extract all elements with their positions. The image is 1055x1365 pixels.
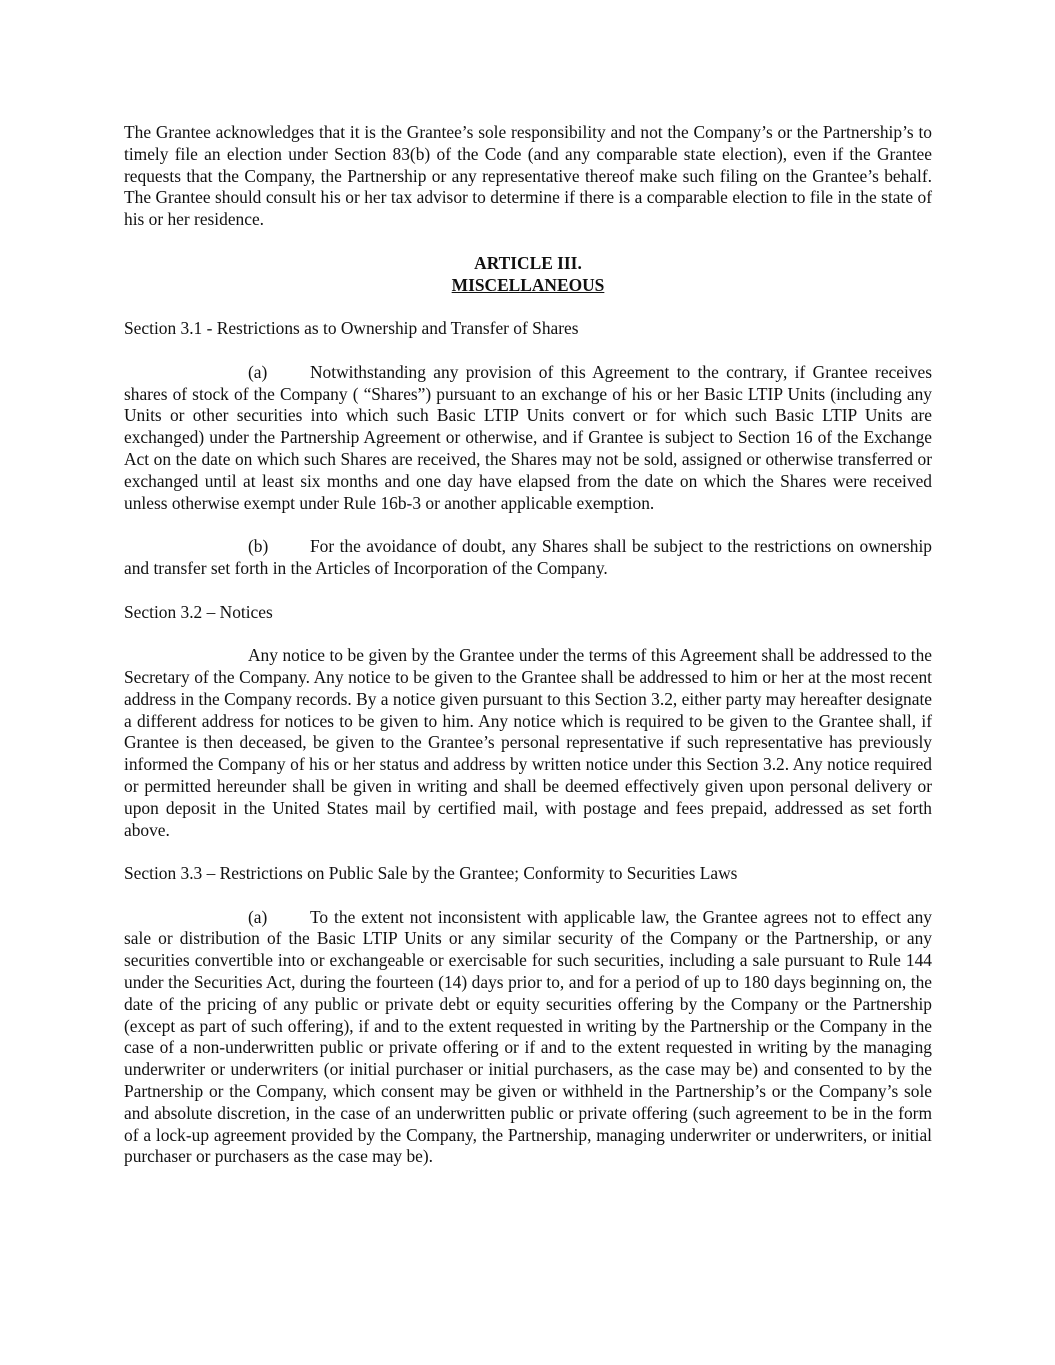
paragraph-text: To the extent not inconsistent with applicable law, the Grantee agrees not to effect any sale or distribution of the Basic LTIP Units or any similar security of the Company or the Partnership, or any securities convertible into or exchangeable or exercisable for such securities, including a sale pursuant to Rule 144 under the Securities Act, during the fourteen (14) days prior to, and for a period of up to 180 days beginning on, the date of the pricing of any public or private debt or equity securities offering by the Company or the Partnership (except as part of such offering), if and to the extent requested in writing by the Partnership or the Company in the case of a non-underwritten public or private offering or if and to the extent requested in writing by the managing underwriter or underwriters (or initial purchaser or initial purchasers, as the case may be) and consented to by the Partnership or the Company, which consent may be given or withheld in the Partnership’s or the Company’s sole and absolute discretion, in the case of an underwritten public or private offering (such agreement to be in the form of a lock-up agreement provided by the Company, the Partnership, managing underwriter or underwriters, or initial purchaser or purchasers as the case may be). [124,906,932,1167]
section-heading: Section 3.1 - Restrictions as to Ownership and Transfer of Shares [124,318,579,339]
article-number: ARTICLE III. [474,252,582,273]
paragraph-label: (a) [248,906,268,927]
paragraph [124,362,932,515]
intro-paragraph: The Grantee acknowledges that it is the Grantee’s sole responsibility and not the Company’s or the Partnership’s to timely file an election under Section 83(b) of the Code (and any comparable state election), even if the Grantee requests that the Company, the Partnership or any representative thereof make such filing on the Grantee’s behalf. The Grantee should consult his or her tax advisor to determine if there is a comparable election to file in the state of his or her residence. [124,122,932,230]
article-heading [124,253,932,297]
article-title: MISCELLANEOUS [451,274,605,295]
paragraph: Any notice to be given by the Grantee under the terms of this Agreement shall be addressed to the Secretary of the Company. Any notice to be given to the Grantee shall be addressed to him or her at the most recent address in the Company records. By a notice given pursuant to this Section 3.2, either party may hereafter designate a different address for notices to be given to him. Any notice which is required to be given to the Grantee shall, if Grantee is then deceased, be given to the Grantee’s personal representative if such representative has previously informed the Company of his or her status and address by written notice under this Section 3.2. Any notice required or permitted hereunder shall be given in writing and shall be deemed effectively given upon personal delivery or upon deposit in the United States mail by certified mail, with postage and fees prepaid, addressed as set forth above. [124,645,932,840]
paragraph-label: (a) [248,361,268,382]
paragraph [124,907,932,1169]
paragraph-text: For the avoidance of doubt, any Shares shall be subject to the restrictions on ownership and transfer set forth in the Articles of Incorporation of the Company. [124,536,932,578]
section-heading: Section 3.2 – Notices [124,601,273,622]
document-page [124,122,932,1190]
paragraph-label: (b) [248,536,269,557]
paragraph [124,536,932,580]
paragraph-text: Notwithstanding any provision of this Agreement to the contrary, if Grantee receives shares of stock of the Company ( “Shares”) pursuant to an exchange of his or her Basic LTIP Units (including any Units or other securities into which such Basic LTIP Units convert or for which such Basic LTIP Units are exchanged) under the Partnership Agreement or otherwise, and if Grantee is subject to Section 16 of the Exchange Act on the date on which such Shares are received, the Shares may not be sold, assigned or otherwise transferred or exchanged until at least six months and one day have elapsed from the date on which the Shares were received unless otherwise exempt under Rule 16b-3 or another applicable exemption. [124,361,932,513]
section-heading: Section 3.3 – Restrictions on Public Sale by the Grantee; Conformity to Securities Laws [124,863,738,884]
